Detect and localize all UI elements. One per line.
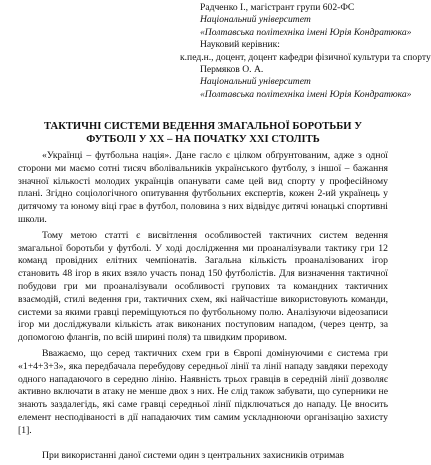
article-title — [18, 120, 388, 146]
author-header — [180, 2, 431, 101]
author-line: Радченко І., магістрант групи 602-ФС — [200, 2, 355, 13]
author-affiliation: Національний університет — [200, 14, 311, 26]
article-body — [18, 150, 388, 465]
body-paragraph: «Українці – футбольна нація». Дане гасло є цілком обґрунтованим, адже з одної сторони ми маємо сотні тисяч вболівальників українського футболу, з іншої – бажання значної кількості молодих українців опанувати саме цей вид спорту у професійному плані. Згідно соціологічного опитування футбольних експертів, кожен 2-ий українець у дитячому та юному віці грає в футбол, половина з них відвідує дитячі юнацькі спортивні школи. — [18, 150, 388, 225]
title-line-1: ТАКТИЧНІ СИСТЕМИ ВЕДЕННЯ ЗМАГАЛЬНОЇ БОРОТЬБИ У — [44, 121, 362, 132]
supervisor-affiliation: Національний університет — [200, 76, 311, 88]
title-line-2: ФУТБОЛІ У ХХ – НА ПОЧАТКУ ХХІ СТОЛІТЬ — [86, 134, 320, 145]
supervisor-name: Пермяков О. А. — [200, 64, 264, 76]
supervisor-label: Науковий керівник: — [200, 39, 280, 51]
body-paragraph: Вважаємо, що серед тактичних схем гри в Європі домінуючими є система гри «1+4+3+3», яка передбачала перебудову середньої лінії та лінії нападу завдяки переходу одного нападаючого в середню лінію. Наявність трьох гравців в середній лінії дозволяє активно включати в атаку не менше двох з них. Не слід також забувати, що суперники не знають заздалегідь, які саме гравці середньої лінії підключаться до нападу. Це вносить елемент несподіваності в дії нападаючих тим самим ускладнюючи організацію захисту [1]. — [18, 347, 388, 436]
supervisor-affiliation-name: «Полтавська політехніка імені Юрія Кондратюка» — [200, 88, 412, 100]
author-affiliation-name: «Полтавська політехніка імені Юрія Кондратюка» — [200, 26, 412, 38]
body-paragraph: При використанні даної системи один з центральних захисників отримав — [42, 449, 345, 461]
supervisor-title: к.пед.н., доцент, доцент кафедри фізичної культури та спорту — [180, 51, 431, 63]
body-paragraph: Тому метою статті є висвітлення особливостей тактичних систем ведення змагальної боротьби у футболі. У ході дослідження ми проаналізували тактику гри 12 команд провідних елітних чемпіонатів. Загальна кількість проаналізованих ігор становить 48 ігор в яких взяло участь понад 150 футболістів. Для визначення тактичної побудови гри ми проаналізували особливості групових та командних тактичних взаємодій, стилі ведення гри, тактичних схем, які найчастіше використовують команди, системи за якими гравці переміщуються по футбольному полю. Аналізуючи відеозаписи ігор ми досліджували кількість атак виконаних поступовим нападом, (через центр, за допомогою флангів, по всій ширині поля) та швидким проривом. — [18, 229, 388, 344]
